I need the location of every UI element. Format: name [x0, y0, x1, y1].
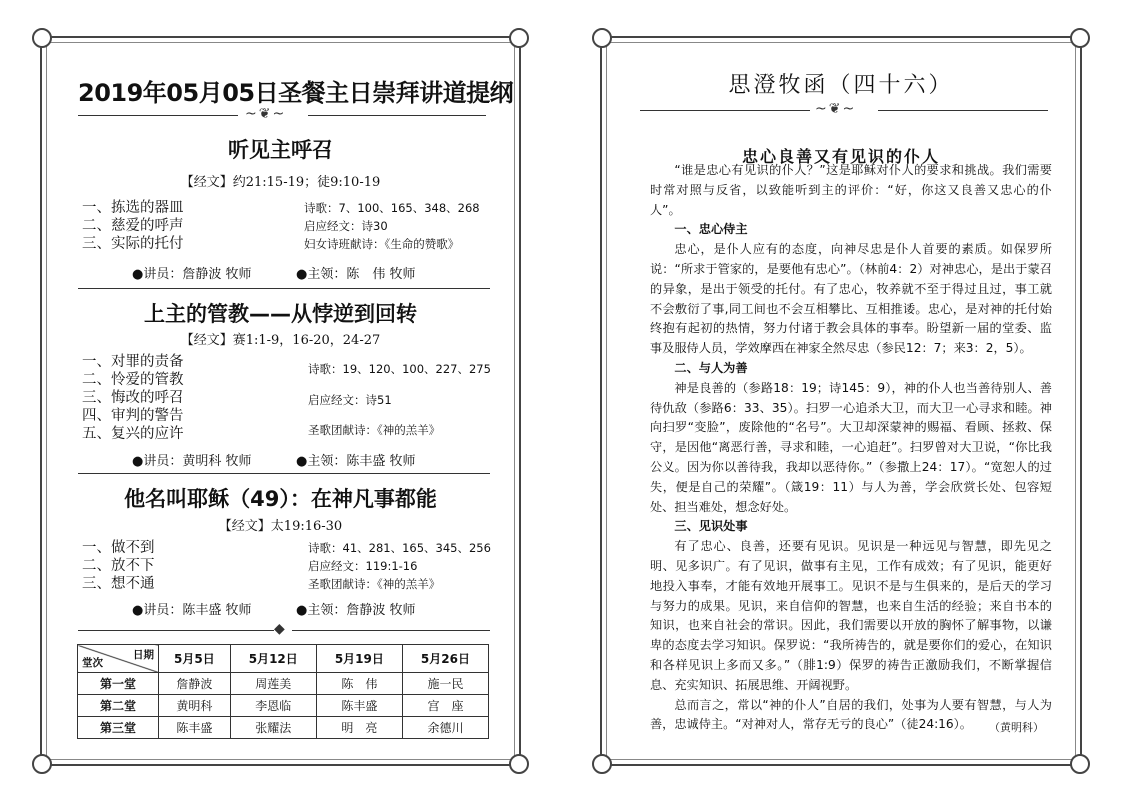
corner-ornament: [1070, 754, 1090, 774]
divider: [292, 630, 490, 631]
table-cell: 李恩临: [230, 695, 316, 717]
letter-subtitle: 忠心良善又有见识的仆人: [741, 147, 940, 166]
body-paragraph: 有了忠心、良善，还要有见识。见识是一种远见与智慧，即先见之明、见多识广。有了见识，做事有主见，工作有成效；有了见识，能更好地投入事奉，才能有效地开展事工。见识不是与生俱来的，是后天的学习与努力的成果。见识，来自信仰的智慧，也来自生活的经验；来自书本的知识，也来自社会的常识。因此，我们需要以开放的胸怀了解事物，以谦卑的态度去学习知识。保罗说：“我所祷告的，就是要你们的爱心，在知识和各样见识上多而又多。”（腓1:9）保罗的祷告正激励我们，不断掌握信息、充实知识、拓展思维、开阔视野。: [650, 539, 1052, 692]
date-header: 5月5日: [159, 645, 231, 673]
outline-point: 二、怜爱的管教: [82, 372, 184, 388]
hymn-line: 圣歌团献诗：《神的羔羊》: [308, 577, 441, 591]
outline-point: 三、实际的托付: [82, 236, 184, 252]
table-cell: 宫 座: [402, 695, 488, 717]
sermon-3-scripture: 【经文】太19:16-30: [218, 519, 343, 534]
outline-point: 三、悔改的呼召: [82, 390, 184, 406]
table-cell: 陈 伟: [316, 673, 402, 695]
divider-ornament: ◆: [274, 621, 287, 637]
table-cell: 周莲美: [230, 673, 316, 695]
sermon-1-scripture: 【经文】约21:15-19；徒9:10-19: [180, 175, 381, 190]
body-paragraph: 忠心，是仆人应有的态度，向神尽忠是仆人首要的素质。如保罗所说：“所求于管家的，是要他有忠心”。（林前4：2）对神忠心，是出于蒙召的异象，是出于领受的托付。有了忠心，牧养就不至于得过且过，事工就不会敷衍了事,同工间也不会互相攀比、互相推诿。忠心，是对神的托付始终抱有起初的热情，努力付诸于教会具体的事奉。盼望新一届的堂委、监事及服侍人员，学效摩西在神家全然尽忠（参民12：7；来3：2，5）。: [650, 242, 1052, 356]
corner-ornament: [32, 28, 52, 48]
letter-body: [650, 161, 1052, 735]
sermon-2-scripture: 【经文】赛1:1-9，16-20，24-27: [180, 333, 381, 348]
service-name: 第一堂: [78, 673, 159, 695]
table-cell: 詹静波: [159, 673, 231, 695]
outline-point: 三、想不通: [82, 576, 155, 592]
corner-label-date: 日期: [133, 649, 154, 661]
sermon-3-leader: ●主领：詹静波 牧师: [296, 603, 416, 618]
corner-ornament: [509, 28, 529, 48]
corner-ornament: [592, 754, 612, 774]
divider: [78, 288, 490, 289]
divider: [308, 115, 486, 116]
service-name: 第二堂: [78, 695, 159, 717]
sermon-2-preacher: ●讲员：黄明科 牧师: [132, 454, 252, 469]
preacher-schedule-table: [77, 644, 489, 739]
outline-point: 一、拣选的器皿: [82, 200, 184, 216]
section-heading: 二、与人为善: [674, 360, 748, 375]
sermon-3-title: 他名叫耶稣（49）：在神凡事都能: [124, 487, 437, 511]
table-cell: 陈丰盛: [159, 717, 231, 739]
body-paragraph: 神是良善的（参路18：19；诗145：9），神的仆人也当善待别人、善待仇敌（参路6：33、35）。扫罗一心追杀大卫，而大卫一心寻求和睦。神向扫罗“变脸”，废除他的“名号”。大卫却深蒙神的赐福、看顾、拯救、保守，是因他“离恶行善，寻求和睦，一心追赶”。扫罗曾对大卫说，“你比我公义。因为你以善待我，我却以恶待你。”（参撒上24：17）。“宽恕人的过失，便是自己的荣耀”。（箴19：11）与人为善，学会欣赏长处、包容短处、担当难处，想念好处。: [650, 380, 1052, 514]
sermon-1-preacher: ●讲员：詹静波 牧师: [132, 267, 252, 282]
hymn-line: 启应经文：诗30: [304, 219, 388, 233]
sermon-3-outline: [82, 539, 155, 593]
sermon-1-title: 听见主呼召: [228, 138, 333, 162]
table-row: [78, 717, 489, 739]
sermon-2-hymn-3: 圣歌团献诗：《神的羔羊》: [308, 423, 441, 437]
sermon-2-title: 上主的管教——从悖逆到回转: [144, 302, 417, 326]
table-cell: 黄明科: [159, 695, 231, 717]
date-header: 5月19日: [316, 645, 402, 673]
section-heading: 一、忠心侍主: [674, 222, 748, 237]
table-header-row: [78, 645, 489, 673]
sermon-2-hymn-2: 启应经文：诗51: [308, 393, 392, 407]
corner-label-service: 堂次: [82, 657, 103, 669]
section-heading: 三、见识处事: [674, 519, 748, 534]
hymn-line: 启应经文：119:1-16: [308, 559, 418, 573]
divider: [78, 473, 490, 474]
right-page: [600, 36, 1082, 766]
divider: [878, 110, 1048, 111]
date-header: 5月26日: [402, 645, 488, 673]
divider-ornament: ~❦~: [245, 106, 287, 122]
sermon-1-hymns: [304, 199, 480, 253]
left-page: [40, 36, 521, 766]
table-cell: 张耀法: [230, 717, 316, 739]
table-corner-cell: [78, 645, 159, 673]
author-signature: （黄明科）: [989, 721, 1044, 734]
sermon-2-outline: [82, 353, 184, 443]
letter-title: 思澄牧函（四十六）: [728, 73, 954, 98]
body-paragraph: 总而言之，常以“神的仆人”自居的我们，处事为人要有智慧，与人为善，忠诚侍主。“对神对人，常存无亏的良心”（徒24:16）。: [650, 697, 1052, 732]
divider: [78, 630, 274, 631]
sermon-1-outline: [82, 199, 184, 253]
date-header: 5月12日: [230, 645, 316, 673]
outline-point: 四、审判的警告: [82, 408, 184, 424]
sermon-3-hymns: [308, 539, 491, 593]
service-name: 第三堂: [78, 717, 159, 739]
page-title: 2019年05月05日圣餐主日崇拜讲道提纲: [78, 79, 514, 107]
table-cell: 余德川: [402, 717, 488, 739]
divider: [78, 115, 238, 116]
sermon-1-leader: ●主领：陈 伟 牧师: [296, 267, 416, 282]
outline-point: 一、对罪的责备: [82, 354, 184, 370]
outline-point: 五、复兴的应许: [82, 426, 184, 442]
outline-point: 二、慈爱的呼声: [82, 218, 184, 234]
table-cell: 明 亮: [316, 717, 402, 739]
corner-ornament: [32, 754, 52, 774]
table-cell: 施一民: [402, 673, 488, 695]
sermon-2-hymn-1: 诗歌：19、120、100、227、275: [308, 362, 491, 376]
sermon-2-leader: ●主领：陈丰盛 牧师: [296, 454, 416, 469]
table-row: [78, 695, 489, 717]
table-cell: 陈丰盛: [316, 695, 402, 717]
corner-ornament: [509, 754, 529, 774]
sermon-3-preacher: ●讲员：陈丰盛 牧师: [132, 603, 252, 618]
outline-point: 二、放不下: [82, 558, 155, 574]
corner-ornament: [592, 28, 612, 48]
corner-ornament: [1070, 28, 1090, 48]
outline-point: 一、做不到: [82, 540, 155, 556]
divider: [640, 110, 810, 111]
hymn-line: 诗歌：7、100、165、348、268: [304, 201, 480, 215]
body-paragraph: “谁是忠心有见识的仆人？”这是耶稣对仆人的要求和挑战。我们需要时常对照与反省，以致能听到主的评价：“好，你这又良善又忠心的仆人”。: [650, 163, 1052, 217]
table-row: [78, 673, 489, 695]
hymn-line: 诗歌：41、281、165、345、256: [308, 541, 491, 555]
divider-ornament: ~❦~: [815, 101, 857, 117]
hymn-line: 妇女诗班献诗：《生命的赞歌》: [304, 237, 460, 251]
